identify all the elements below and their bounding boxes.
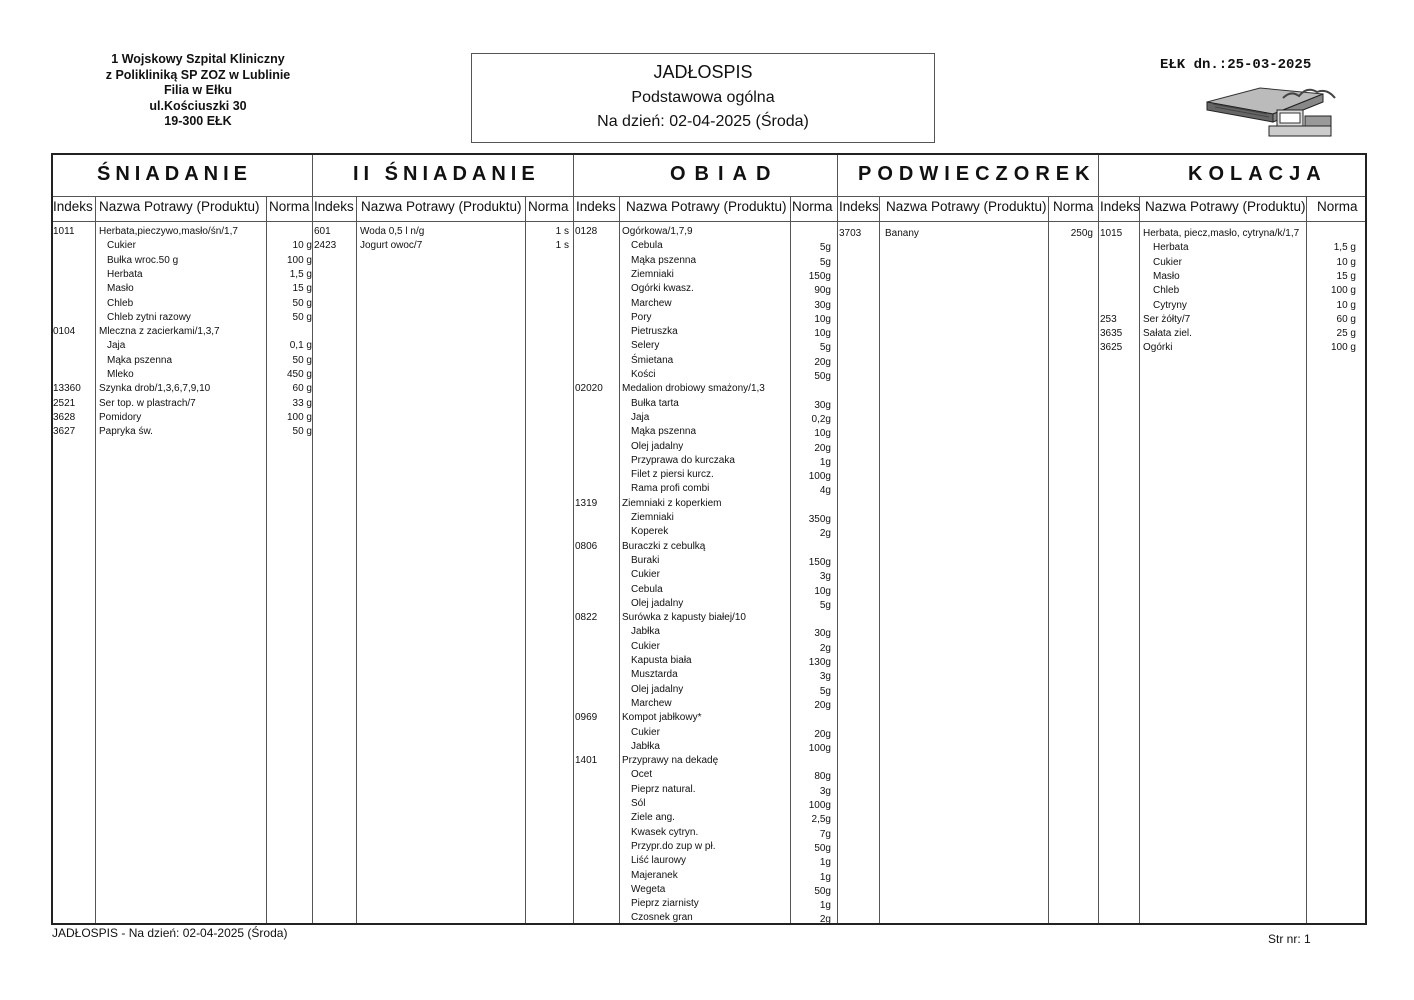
col-header-indeks: Indeks bbox=[576, 199, 616, 214]
document-title: JADŁOSPIS bbox=[653, 62, 753, 82]
ingredient-name: Marchew bbox=[631, 697, 672, 709]
norm-amount: 450 g bbox=[286, 369, 312, 380]
column-divider bbox=[1306, 196, 1307, 923]
ingredient-name: Jaja bbox=[107, 340, 126, 352]
row-index: 3627 bbox=[53, 426, 76, 438]
norm-amount: 2g bbox=[819, 642, 831, 654]
ingredient-name: Przyprawa do kurczaka bbox=[631, 454, 735, 466]
ingredient-name: Herbata bbox=[107, 268, 143, 280]
ingredient-name: Cukier bbox=[631, 569, 660, 581]
row-index: 1401 bbox=[575, 755, 598, 767]
norm-amount: 20g bbox=[814, 699, 831, 711]
norm-amount: 30g bbox=[814, 399, 831, 411]
ingredient-name: Jaja bbox=[631, 411, 650, 423]
ingredient-name: Ziemniaki bbox=[631, 512, 674, 523]
col-header-nazwa: Nazwa Potrawy (Produktu) bbox=[886, 199, 1047, 214]
norm-amount: 60 g bbox=[292, 383, 312, 395]
norm-amount: 3g bbox=[819, 785, 831, 797]
dish-name: Przyprawy na dekadę bbox=[622, 755, 719, 767]
ingredient-name: Chleb bbox=[107, 297, 134, 309]
norm-amount: 5g bbox=[819, 685, 831, 697]
ingredient-name: Bułka wroc.50 g bbox=[107, 254, 179, 266]
col-header-nazwa: Nazwa Potrawy (Produktu) bbox=[361, 199, 522, 214]
norm-amount: 25 g bbox=[1336, 328, 1356, 340]
dish-name: Sałata ziel. bbox=[1143, 328, 1192, 340]
meal-heading-kolacja: KOLACJA bbox=[1188, 163, 1327, 185]
ingredient-name: Śmietana bbox=[631, 354, 674, 366]
ingredient-name: Olej jadalny bbox=[631, 597, 684, 609]
norm-amount: 2g bbox=[819, 914, 831, 926]
ingredient-name: Mąka pszenna bbox=[631, 254, 697, 266]
dish-name: Papryka św. bbox=[99, 426, 153, 438]
ingredient-name: Ogórki kwasz. bbox=[631, 283, 694, 295]
norm-amount: 15 g bbox=[1336, 270, 1356, 282]
dish-name: Ser żółty/7 bbox=[1143, 313, 1191, 325]
ingredient-name: Olej jadalny bbox=[631, 440, 684, 452]
dish-name: Szynka drob/1,3,6,7,9,10 bbox=[99, 383, 211, 395]
norm-amount: 60 g bbox=[1336, 313, 1356, 325]
norm-amount: 1g bbox=[819, 871, 831, 883]
norm-amount: 50 g bbox=[292, 426, 312, 438]
title-box bbox=[471, 53, 935, 143]
col-header-norma: Norma bbox=[269, 199, 310, 214]
hospital-street: ul.Kościuszki 30 bbox=[149, 98, 247, 113]
col-header-norma: Norma bbox=[1317, 199, 1358, 214]
ingredient-name: Herbata bbox=[1153, 242, 1189, 254]
dish-name: Banany bbox=[885, 228, 919, 239]
norm-amount: 50 g bbox=[292, 297, 312, 309]
issue-date: EŁK dn.:25-03-2025 bbox=[1160, 57, 1312, 73]
dish-name: Ogórkowa/1,7,9 bbox=[622, 226, 693, 237]
norm-amount: 5g bbox=[819, 599, 831, 611]
col-header-indeks: Indeks bbox=[839, 199, 879, 214]
section-divider bbox=[837, 155, 838, 923]
column-divider bbox=[95, 196, 96, 923]
norm-amount: 350g bbox=[808, 514, 831, 525]
norm-amount: 1,5 g bbox=[1333, 242, 1356, 254]
hospital-affiliation: z Polikliniką SP ZOZ w Lublinie bbox=[105, 67, 291, 82]
col-header-indeks: Indeks bbox=[53, 199, 93, 214]
norm-amount: 10 g bbox=[1336, 256, 1356, 268]
col-header-norma: Norma bbox=[792, 199, 833, 214]
norm-amount: 150g bbox=[808, 556, 831, 568]
norm-amount: 33 g bbox=[292, 397, 312, 409]
norm-amount: 5g bbox=[819, 242, 831, 254]
ingredient-name: Buraki bbox=[631, 554, 660, 566]
norm-amount: 5g bbox=[819, 256, 831, 268]
norm-amount: 10 g bbox=[292, 240, 312, 252]
ingredient-name: Pieprz natural. bbox=[631, 783, 696, 795]
norm-amount: 100 g bbox=[286, 411, 312, 423]
hospital-branch: Filia w Ełku bbox=[163, 83, 233, 97]
row-index: 1319 bbox=[575, 497, 598, 509]
ingredient-name: Koperek bbox=[631, 526, 669, 538]
ingredient-name: Ziemniaki bbox=[631, 268, 674, 280]
dish-name: Ser top. w plastrach/7 bbox=[99, 397, 196, 409]
ingredient-name: Sól bbox=[631, 798, 646, 809]
column-divider bbox=[1139, 196, 1140, 923]
ingredient-name: Cukier bbox=[631, 640, 660, 652]
ingredient-name: Cukier bbox=[107, 240, 136, 252]
column-divider bbox=[879, 196, 880, 923]
section-divider bbox=[1098, 155, 1099, 923]
norm-amount: 30g bbox=[814, 299, 831, 311]
norm-amount: 10g bbox=[814, 585, 831, 597]
ingredient-name: Selery bbox=[631, 340, 660, 352]
column-divider bbox=[619, 196, 620, 923]
row-index: 02020 bbox=[575, 383, 603, 395]
norm-amount: 100 g bbox=[286, 254, 312, 266]
norm-amount: 0,2g bbox=[811, 413, 831, 425]
norm-amount: 80g bbox=[814, 771, 831, 783]
norm-amount: 3g bbox=[819, 671, 831, 683]
col-header-norma: Norma bbox=[528, 199, 569, 214]
ingredient-name: Cytryny bbox=[1153, 299, 1187, 311]
row-index: 2423 bbox=[314, 240, 337, 252]
column-header-divider bbox=[53, 221, 1365, 222]
norm-amount: 250g bbox=[1070, 228, 1093, 239]
ingredient-name: Przypr.do zup w pł. bbox=[631, 840, 716, 852]
column-divider bbox=[356, 196, 357, 923]
column-divider bbox=[266, 196, 267, 923]
dish-name: Herbata,pieczywo,masło/śn/1,7 bbox=[99, 226, 238, 237]
meal-heading-sniadanie: ŚNIADANIE bbox=[97, 163, 253, 185]
dish-name: Pomidory bbox=[99, 411, 142, 423]
norm-amount: 15 g bbox=[292, 283, 312, 295]
col-header-indeks: Indeks bbox=[1100, 199, 1140, 214]
norm-amount: 3g bbox=[819, 571, 831, 583]
dish-name: Medalion drobiowy smażony/1,3 bbox=[622, 383, 765, 395]
meal-heading-podwieczorek: PODWIECZOREK bbox=[858, 163, 1096, 185]
norm-amount: 10 g bbox=[1336, 299, 1356, 311]
section-divider bbox=[312, 155, 313, 923]
ingredient-name: Marchew bbox=[631, 297, 672, 309]
row-index: 3628 bbox=[53, 411, 76, 423]
ingredient-name: Cebula bbox=[631, 240, 663, 252]
norm-amount: 1,5 g bbox=[289, 268, 312, 280]
dish-name: Ogórki bbox=[1143, 342, 1173, 354]
norm-amount: 20g bbox=[814, 356, 831, 368]
col-header-norma: Norma bbox=[1053, 199, 1094, 214]
row-index: 0128 bbox=[575, 226, 598, 237]
row-index: 1011 bbox=[53, 226, 75, 237]
norm-amount: 100 g bbox=[1330, 285, 1356, 297]
norm-amount: 100g bbox=[808, 742, 831, 754]
col-header-nazwa: Nazwa Potrawy (Produktu) bbox=[1145, 199, 1306, 214]
norm-amount: 0,1 g bbox=[289, 340, 312, 352]
norm-amount: 50g bbox=[814, 371, 831, 382]
norm-amount: 7g bbox=[819, 828, 831, 840]
dish-name: Ziemniaki z koperkiem bbox=[622, 497, 722, 509]
norm-amount: 1g bbox=[819, 900, 831, 912]
norm-amount: 4g bbox=[819, 485, 831, 497]
ingredient-name: Cebula bbox=[631, 583, 663, 595]
hospital-name: 1 Wojskowy Szpital Kliniczny bbox=[111, 52, 285, 66]
menu-date: Na dzień: 02-04-2025 (Środa) bbox=[597, 113, 809, 130]
norm-amount: 50 g bbox=[292, 311, 312, 323]
ingredient-name: Czosnek gran bbox=[631, 912, 693, 924]
row-index: 1015 bbox=[1100, 228, 1123, 239]
ingredient-name: Wegeta bbox=[631, 883, 666, 895]
ingredient-name: Ziele ang. bbox=[631, 812, 675, 824]
ingredient-name: Jabłka bbox=[631, 626, 660, 638]
column-divider bbox=[1048, 196, 1049, 923]
column-divider bbox=[790, 196, 791, 923]
ingredient-name: Jabłka bbox=[631, 740, 660, 752]
norm-amount: 2g bbox=[819, 528, 831, 540]
norm-amount: 1 s bbox=[555, 226, 569, 237]
norm-amount: 20g bbox=[814, 728, 831, 740]
row-index: 13360 bbox=[53, 383, 81, 395]
ingredient-name: Masło bbox=[107, 283, 134, 295]
col-header-nazwa: Nazwa Potrawy (Produktu) bbox=[99, 199, 260, 214]
ingredient-name: Chleb bbox=[1153, 285, 1180, 297]
row-index: 2521 bbox=[53, 397, 76, 409]
row-index: 0969 bbox=[575, 712, 598, 724]
ingredient-name: Majeranek bbox=[631, 869, 678, 881]
norm-amount: 10g bbox=[814, 313, 831, 325]
diet-name: Podstawowa ogólna bbox=[631, 89, 775, 106]
norm-amount: 90g bbox=[814, 285, 831, 297]
ingredient-name: Liść laurowy bbox=[631, 855, 687, 867]
book-computer-logo bbox=[1205, 80, 1340, 138]
norm-amount: 2,5g bbox=[811, 814, 831, 826]
dish-name: Woda 0,5 l n/g bbox=[360, 226, 425, 237]
norm-amount: 130g bbox=[808, 657, 831, 668]
row-index: 0104 bbox=[53, 326, 76, 338]
ingredient-name: Cukier bbox=[631, 726, 660, 738]
dish-name: Kompot jabłkowy* bbox=[622, 712, 702, 724]
ingredient-name: Rama profi combi bbox=[631, 483, 710, 495]
row-index: 601 bbox=[314, 226, 331, 237]
norm-amount: 10g bbox=[814, 328, 831, 340]
norm-amount: 100 g bbox=[1330, 342, 1356, 354]
norm-amount: 10g bbox=[814, 428, 831, 440]
ingredient-name: Pietruszka bbox=[631, 326, 678, 338]
norm-amount: 1g bbox=[819, 857, 831, 869]
col-header-indeks: Indeks bbox=[314, 199, 354, 214]
hospital-city: 19-300 EŁK bbox=[164, 114, 232, 128]
meal-heading-ii-sniadanie: II ŚNIADANIE bbox=[353, 163, 540, 185]
dish-name: Jogurt owoc/7 bbox=[360, 240, 423, 252]
ingredient-name: Mleko bbox=[107, 369, 134, 380]
ingredient-name: Cukier bbox=[1153, 256, 1182, 268]
column-divider bbox=[525, 196, 526, 923]
ingredient-name: Bułka tarta bbox=[631, 397, 679, 409]
norm-amount: 50g bbox=[814, 842, 831, 854]
ingredient-name: Mąka pszenna bbox=[631, 426, 697, 438]
ingredient-name: Masło bbox=[1153, 270, 1180, 282]
ingredient-name: Kapusta biała bbox=[631, 655, 692, 666]
norm-amount: 150g bbox=[808, 270, 831, 282]
row-index: 3635 bbox=[1100, 328, 1123, 340]
norm-amount: 50g bbox=[814, 885, 831, 897]
ingredient-name: Kwasek cytryn. bbox=[631, 826, 699, 838]
hospital-header bbox=[88, 52, 308, 130]
dish-name: Mleczna z zacierkami/1,3,7 bbox=[99, 326, 220, 338]
footer-text: JADŁOSPIS - Na dzień: 02-04-2025 (Środa) bbox=[52, 926, 288, 940]
ingredient-name: Musztarda bbox=[631, 669, 678, 681]
section-divider bbox=[573, 155, 574, 923]
norm-amount: 1g bbox=[819, 456, 831, 468]
norm-amount: 100g bbox=[808, 800, 831, 811]
ingredient-name: Pory bbox=[631, 311, 652, 323]
ingredient-name: Pieprz ziarnisty bbox=[631, 898, 699, 910]
dish-name: Herbata, piecz,masło, cytryna/k/1,7 bbox=[1143, 228, 1300, 239]
meal-heading-obiad: OBIAD bbox=[670, 163, 780, 185]
norm-amount: 5g bbox=[819, 342, 831, 354]
norm-amount: 100g bbox=[808, 471, 831, 483]
menu-table bbox=[51, 153, 1367, 925]
meal-header-divider bbox=[53, 196, 1365, 197]
dish-name: Surówka z kapusty białej/10 bbox=[622, 612, 746, 624]
col-header-nazwa: Nazwa Potrawy (Produktu) bbox=[626, 199, 787, 214]
ingredient-name: Ocet bbox=[631, 769, 653, 781]
ingredient-name: Mąka pszenna bbox=[107, 354, 173, 366]
norm-amount: 1 s bbox=[555, 240, 569, 252]
ingredient-name: Olej jadalny bbox=[631, 683, 684, 695]
dish-name: Buraczki z cebulką bbox=[622, 540, 706, 552]
row-index: 253 bbox=[1100, 313, 1117, 325]
row-index: 3625 bbox=[1100, 342, 1123, 354]
norm-amount: 30g bbox=[814, 628, 831, 640]
ingredient-name: Filet z piersi kurcz. bbox=[631, 469, 714, 481]
page-number: Str nr: 1 bbox=[1268, 932, 1311, 946]
row-index: 0822 bbox=[575, 612, 598, 624]
ingredient-name: Chleb zytni razowy bbox=[107, 311, 191, 323]
norm-amount: 50 g bbox=[292, 354, 312, 366]
row-index: 0806 bbox=[575, 540, 598, 552]
norm-amount: 20g bbox=[814, 442, 831, 454]
row-index: 3703 bbox=[839, 228, 862, 239]
ingredient-name: Kości bbox=[631, 369, 656, 380]
